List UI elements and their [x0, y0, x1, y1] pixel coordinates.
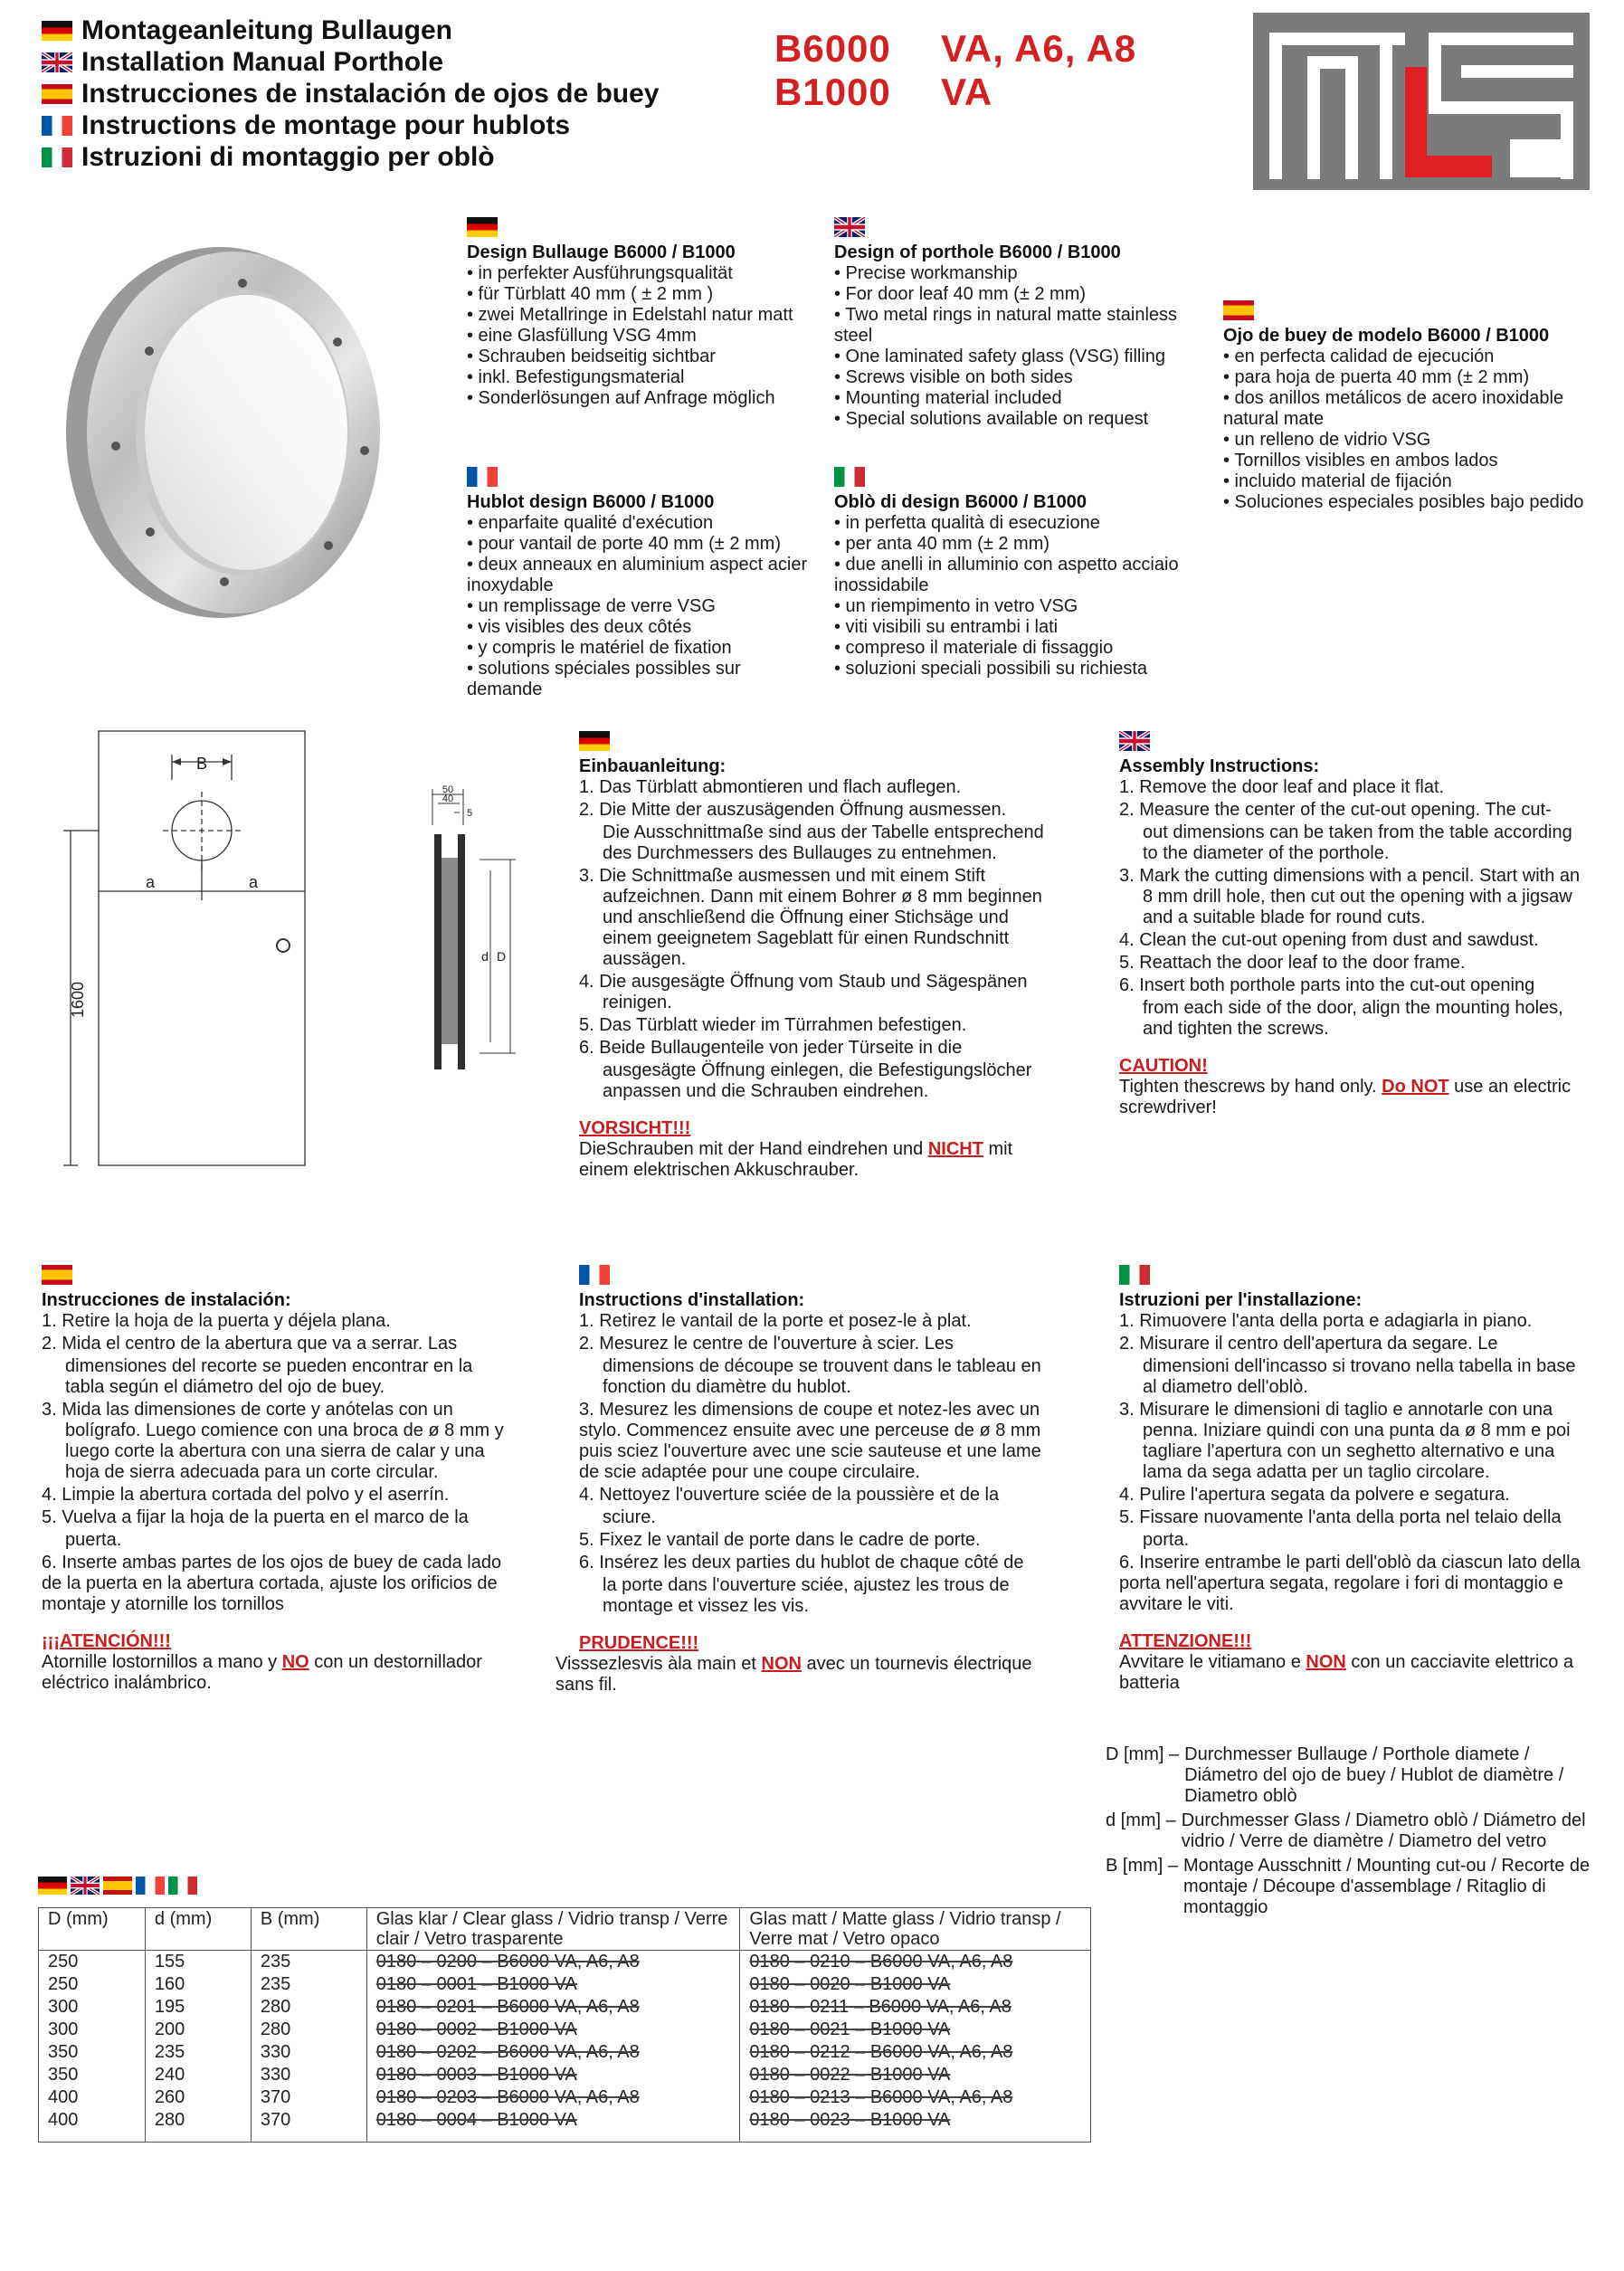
- step: dimensions de découpe se trouvent dans le tableau en fonction du diamètre du hublot.: [603, 1356, 1041, 1397]
- porthole-section-drawing: [407, 780, 543, 1069]
- table-row: [39, 2086, 1091, 2109]
- step: out dimensions can be taken from the table according to the diameter of the porthole.: [1143, 822, 1572, 863]
- step: 4. Limpie la abertura cortada del polvo y el aserrín.: [42, 1485, 450, 1505]
- french-flag-icon: [136, 1877, 165, 1895]
- title-en: Installation Manual Porthole: [42, 46, 660, 78]
- step: 4. Clean the cut-out opening from dust and sawdust.: [1119, 930, 1539, 950]
- warning-title-it: ATTENZIONE!!!: [1119, 1631, 1252, 1651]
- table-cell: 0180 – 0212 – B6000 VA, A6, A8: [740, 2041, 1091, 2064]
- design-it-item: • un riempimento in vetro VSG: [834, 596, 1078, 616]
- table-cell: 200: [145, 2019, 251, 2041]
- warning-text-en: Tighten thescrews by hand only. Do NOT use an electric screwdriver!: [1119, 1077, 1572, 1117]
- assembly-es-title: Instrucciones de instalación:: [42, 1290, 291, 1310]
- table-cell: 350: [39, 2041, 146, 2064]
- design-es-item: • dos anillos metálicos de acero inoxidable natural mate: [1223, 388, 1564, 429]
- table-cell: 250: [39, 1973, 146, 1996]
- italian-flag-icon: [168, 1877, 197, 1895]
- section-ring-right: [458, 834, 465, 1069]
- col-header-clear-glass: Glas klar / Clear glass / Vidrio transp / Verre clair / Vetro trasparente: [366, 1908, 740, 1951]
- table-cell: 0180 – 0003 – B1000 VA: [366, 2064, 740, 2086]
- step: puerta.: [65, 1530, 122, 1550]
- table-cell: 0180 – 0023 – B1000 VA: [740, 2109, 1091, 2142]
- design-es-title: Ojo de buey de modelo B6000 / B1000: [1223, 326, 1550, 346]
- design-en-item: • Mounting material included: [834, 388, 1062, 408]
- table-cell: 0180 – 0022 – B1000 VA: [740, 2064, 1091, 2086]
- warning-text-es: Atornille lostornillos a mano y NO con un destornillador eléctrico inalámbrico.: [42, 1652, 482, 1693]
- table-cell: 235: [251, 1951, 366, 1974]
- step: 2. Mesurez le centre de l'ouverture à scier. Les: [579, 1334, 954, 1354]
- table-cell: 0180 – 0202 – B6000 VA, A6, A8: [366, 2041, 740, 2064]
- spec-table: [38, 1907, 1091, 2143]
- dim-a-right-label: a: [248, 873, 259, 891]
- dim-height-label: 1600: [69, 981, 87, 1019]
- table-cell: 0180 – 0001 – B1000 VA: [366, 1973, 740, 1996]
- table-cell: 0180 – 0021 – B1000 VA: [740, 2019, 1091, 2041]
- italian-flag-icon: [834, 467, 865, 487]
- design-fr-title: Hublot design B6000 / B1000: [467, 492, 715, 512]
- table-row: [39, 1996, 1091, 2019]
- assembly-en-title: Assembly Instructions:: [1119, 756, 1320, 776]
- design-de-title: Design Bullauge B6000 / B1000: [467, 242, 736, 262]
- table-flags: [38, 1877, 197, 1895]
- design-fr: [467, 467, 811, 700]
- table-cell: 0180 – 0020 – B1000 VA: [740, 1973, 1091, 1996]
- mls-logo: [1253, 13, 1590, 190]
- design-en-item: • Screws visible on both sides: [834, 367, 1073, 387]
- design-fr-item: • vis visibles des deux côtés: [467, 617, 692, 637]
- step: 5. Vuelva a fijar la hoja de la puerta en el marco de la: [42, 1507, 469, 1527]
- design-it-item: • soluzioni speciali possibili su richiesta: [834, 659, 1148, 679]
- step: 2. Misurare il centro dell'apertura da segare. Le: [1119, 1334, 1498, 1354]
- design-es-item: • en perfecta calidad de ejecución: [1223, 347, 1495, 366]
- design-de-item: • für Türblatt 40 mm ( ± 2 mm ): [467, 284, 714, 304]
- design-fr-item: • deux anneaux en aluminium aspect acier inoxydable: [467, 555, 808, 595]
- assembly-it: [1119, 1265, 1590, 1696]
- dim-5-label: 5: [467, 808, 473, 819]
- assembly-it-title: Istruzioni per l'installazione:: [1119, 1290, 1363, 1310]
- design-fr-item: • enparfaite qualité d'exécution: [467, 513, 714, 533]
- step: 3. Mark the cutting dimensions with a pencil. Start with an 8 mm drill hole, then cut out the opening with a jigsaw and a suitable blade for round cuts.: [1119, 866, 1581, 927]
- table-cell: 280: [251, 1996, 366, 2019]
- table-cell: 0180 – 0002 – B1000 VA: [366, 2019, 740, 2041]
- header-titles: [42, 14, 660, 173]
- design-en-title: Design of porthole B6000 / B1000: [834, 242, 1121, 262]
- step: Die Ausschnittmaße sind aus der Tabelle entsprechend des Durchmessers des Bullauges zu entnehmen.: [603, 822, 1044, 863]
- table-body: [39, 1951, 1091, 2143]
- warning-text-it: Avvitare le vitiamano e NON con un cacciavite elettrico a batteria: [1119, 1652, 1574, 1693]
- dimension-legend: [1106, 1744, 1599, 1922]
- legend-row: D [mm] – Durchmesser Bullauge / Porthole diamete / Diámetro del ojo de buey / Hublot de diamètre / Diametro oblò: [1106, 1744, 1564, 1806]
- design-de: [467, 217, 829, 409]
- table-cell: 370: [251, 2086, 366, 2109]
- assembly-de-title: Einbauanleitung:: [579, 756, 727, 776]
- design-de-item: • eine Glasfüllung VSG 4mm: [467, 326, 697, 346]
- design-en-item: • Precise workmanship: [834, 263, 1018, 283]
- german-flag-icon: [38, 1877, 67, 1895]
- table-cell: 0180 – 0211 – B6000 VA, A6, A8: [740, 1996, 1091, 2019]
- legend-row: d [mm] – Durchmesser Glass / Diametro oblò / Diámetro del vidrio / Verre de diamètre / Diametro del vetro: [1106, 1810, 1586, 1851]
- uk-flag-icon: [1119, 731, 1150, 751]
- section-glass: [442, 858, 458, 1044]
- step: 3. Mida las dimensiones de corte y anótelas con un bolígrafo. Luego comience con una broca de ø 8 mm y luego corte la abertura con una sierra de calar y una hoja de sierra adecuada para un corte circular.: [42, 1400, 504, 1482]
- step: 5. Fissare nuovamente l'anta della porta nel telaio della: [1119, 1507, 1562, 1527]
- step: 1. Retirez le vantail de la porte et posez-le à plat.: [579, 1311, 972, 1331]
- design-es: [1223, 300, 1585, 513]
- dim-D-label: D: [496, 949, 507, 964]
- spanish-flag-icon: [1223, 300, 1254, 320]
- table-cell: 235: [145, 2041, 251, 2064]
- table-row: [39, 2064, 1091, 2086]
- step: 3. Misurare le dimensioni di taglio e annotarle con una penna. Iniziare quindi con una punta da ø 8 mm e poi tagliare l'apertura con un seghetto alternativo e una lama da sega adatta per un taglio circolare.: [1119, 1400, 1571, 1482]
- step: 2. Mida el centro de la abertura que va a serrar. Las: [42, 1334, 458, 1354]
- assembly-en: [1119, 731, 1590, 1120]
- step: 4. Nettoyez l'ouverture sciée de la poussière et de la: [579, 1485, 1000, 1505]
- design-en-item: • Special solutions available on request: [834, 409, 1149, 429]
- design-it-item: • in perfetta qualità di esecuzione: [834, 513, 1100, 533]
- design-fr-item: • pour vantail de porte 40 mm (± 2 mm): [467, 534, 781, 554]
- table-cell: 260: [145, 2086, 251, 2109]
- table-cell: 195: [145, 1996, 251, 2019]
- model-code-1: B6000: [774, 27, 891, 70]
- spanish-flag-icon: [42, 84, 72, 104]
- warning-title-en: CAUTION!: [1119, 1056, 1208, 1076]
- design-it-item: • compreso il materiale di fissaggio: [834, 638, 1114, 658]
- step: 5. Das Türblatt wieder im Türrahmen befestigen.: [579, 1015, 967, 1035]
- table-cell: 160: [145, 1973, 251, 1996]
- dim-b-label: B: [195, 755, 208, 773]
- model-variant-1: VA, A6, A8: [941, 27, 1137, 70]
- design-es-item: • Tornillos visibles en ambos lados: [1223, 451, 1498, 470]
- warning-title-de: VORSICHT!!!: [579, 1118, 691, 1138]
- design-fr-item: • solutions spéciales possibles sur demande: [467, 659, 741, 699]
- step: 3. Mesurez les dimensions de coupe et notez-les avec un stylo. Commencez ensuite avec une perceuse de ø 8 mm puis sciez l'ouverture avec une scie sauteuse et une lame de scie adaptée pour une coupe circulaire.: [579, 1400, 1041, 1482]
- warning-text-de: DieSchrauben mit der Hand eindrehen und NICHT mit einem elektrischen Akkuschrauber.: [579, 1139, 1013, 1180]
- french-flag-icon: [579, 1265, 610, 1285]
- table-cell: 0180 – 0201 – B6000 VA, A6, A8: [366, 1996, 740, 2019]
- table-cell: 350: [39, 2064, 146, 2086]
- table-header-row: [39, 1908, 1091, 1951]
- design-de-item: • in perfekter Ausführungsqualität: [467, 263, 733, 283]
- assembly-es: [42, 1265, 512, 1696]
- spanish-flag-icon: [42, 1265, 72, 1285]
- design-es-item: • Soluciones especiales posibles bajo pedido: [1223, 492, 1584, 512]
- uk-flag-icon: [71, 1877, 100, 1895]
- title-de: Montageanleitung Bullaugen: [42, 14, 660, 46]
- title-fr: Instructions de montage pour hublots: [42, 109, 660, 141]
- table-row: [39, 1973, 1091, 1996]
- step: 1. Das Türblatt abmontieren und flach auflegen.: [579, 777, 962, 797]
- step: dimensioni dell'incasso si trovano nella tabella in base al diametro dell'oblò.: [1143, 1356, 1576, 1397]
- porthole-image: [62, 242, 405, 622]
- step: 5. Fixez le vantail de porte dans le cadre de porte.: [579, 1530, 981, 1550]
- design-it-item: • per anta 40 mm (± 2 mm): [834, 534, 1050, 554]
- design-fr-item: • y compris le matériel de fixation: [467, 638, 732, 658]
- table-cell: 300: [39, 2019, 146, 2041]
- table-cell: 240: [145, 2064, 251, 2086]
- design-en-item: • Two metal rings in natural matte stainless steel: [834, 305, 1178, 346]
- french-flag-icon: [467, 467, 498, 487]
- spanish-flag-icon: [103, 1877, 132, 1895]
- step: ausgesägte Öffnung einlegen, die Befestigungslöcher anpassen und die Schrauben eindrehen.: [603, 1060, 1032, 1101]
- step: 6. Insérez les deux parties du hublot de chaque côté de: [579, 1553, 1024, 1573]
- model-variant-2: VA: [941, 71, 993, 113]
- table-cell: 0180 – 0210 – B6000 VA, A6, A8: [740, 1951, 1091, 1974]
- german-flag-icon: [42, 21, 72, 41]
- italian-flag-icon: [42, 147, 72, 167]
- title-it: Istruzioni di montaggio per oblò: [42, 141, 660, 173]
- door-cutout-drawing: [54, 724, 326, 1176]
- step: from each side of the door, align the mounting holes, and tighten the screws.: [1143, 998, 1563, 1039]
- step: 6. Inserte ambas partes de los ojos de buey de cada lado de la puerta en la abertura cortada, ajuste los orificios de montaje y atornille los tornillos: [42, 1553, 502, 1614]
- table-cell: 400: [39, 2109, 146, 2142]
- warning-text-fr: Visssezlesvis àla main et NON avec un tournevis électrique sans fil.: [556, 1654, 1032, 1695]
- col-header-d: d (mm): [145, 1908, 251, 1951]
- dim-d-label: d: [481, 949, 489, 964]
- design-de-item: • inkl. Befestigungsmaterial: [467, 367, 685, 387]
- assembly-fr: [556, 1265, 1049, 1697]
- assembly-de: [579, 731, 1049, 1183]
- table-row: [39, 1951, 1091, 1974]
- design-de-item: • Sonderlösungen auf Anfrage möglich: [467, 388, 775, 408]
- uk-flag-icon: [42, 52, 72, 72]
- table-cell: 155: [145, 1951, 251, 1974]
- dim-50-label: 50: [442, 784, 454, 795]
- design-es-item: • para hoja de puerta 40 mm (± 2 mm): [1223, 367, 1530, 387]
- table-cell: 400: [39, 2086, 146, 2109]
- design-it-item: • due anelli in alluminio con aspetto acciaio inossidabile: [834, 555, 1179, 595]
- step: 6. Beide Bullaugenteile von jeder Türseite in die: [579, 1038, 963, 1058]
- step: sciure.: [603, 1507, 656, 1527]
- table-cell: 250: [39, 1951, 146, 1974]
- step: 2. Die Mitte der auszusägenden Öffnung ausmessen.: [579, 800, 1007, 820]
- design-it-item: • viti visibili su entrambi i lati: [834, 617, 1059, 637]
- step: 1. Retire la hoja de la puerta y déjela plana.: [42, 1311, 391, 1331]
- title-es: Instrucciones de instalación de ojos de buey: [42, 78, 660, 109]
- table-cell: 0180 – 0213 – B6000 VA, A6, A8: [740, 2086, 1091, 2109]
- step: 6. Inserire entrambe le parti dell'oblò da ciascun lato della porta nell'apertura segata, regolare i fori di montaggio e avvitare le viti.: [1119, 1553, 1581, 1614]
- table-cell: 0180 – 0004 – B1000 VA: [366, 2109, 740, 2142]
- design-de-item: • Schrauben beidseitig sichtbar: [467, 347, 716, 366]
- uk-flag-icon: [834, 217, 865, 237]
- table-cell: 280: [145, 2109, 251, 2142]
- step: 4. Pulire l'apertura segata da polvere e segatura.: [1119, 1485, 1510, 1505]
- assembly-fr-title: Instructions d'installation:: [579, 1290, 805, 1310]
- step: porta.: [1143, 1530, 1190, 1550]
- col-header-matte-glass: Glas matt / Matte glass / Vidrio transp / Verre mat / Vetro opaco: [740, 1908, 1091, 1951]
- table-cell: 300: [39, 1996, 146, 2019]
- table-row: [39, 2109, 1091, 2142]
- model-code-2: B1000: [774, 71, 891, 113]
- table-cell: 330: [251, 2041, 366, 2064]
- design-en-item: • One laminated safety glass (VSG) filling: [834, 347, 1166, 366]
- step: 3. Die Schnittmaße ausmessen und mit einem Stift aufzeichnen. Dann mit einem Bohrer ø 8 mm beginnen und anschließend die Öffnung einer Stichsäge und einem geeignetem Sageblatt für einen Rundschnitt aussägen.: [579, 866, 1042, 969]
- table-cell: 235: [251, 1973, 366, 1996]
- german-flag-icon: [579, 731, 610, 751]
- step: 1. Remove the door leaf and place it flat.: [1119, 777, 1445, 797]
- col-header-B: B (mm): [251, 1908, 366, 1951]
- step: 5. Reattach the door leaf to the door frame.: [1119, 953, 1466, 973]
- italian-flag-icon: [1119, 1265, 1150, 1285]
- design-es-item: • un relleno de vidrio VSG: [1223, 430, 1431, 450]
- warning-title-es: ¡¡¡ATENCIÓN!!!: [42, 1631, 171, 1651]
- table-row: [39, 2019, 1091, 2041]
- step: 6. Insert both porthole parts into the cut-out opening: [1119, 975, 1535, 995]
- table-cell: 330: [251, 2064, 366, 2086]
- table-cell: 0180 – 0203 – B6000 VA, A6, A8: [366, 2086, 740, 2109]
- design-en: [834, 217, 1196, 430]
- step: dimensiones del recorte se pueden encontrar en la tabla según el diámetro del ojo de buey.: [65, 1356, 473, 1397]
- design-it-title: Oblò di design B6000 / B1000: [834, 492, 1087, 512]
- step: 4. Die ausgesägte Öffnung vom Staub und Sägespänen reinigen.: [579, 972, 1028, 1012]
- design-de-item: • zwei Metallringe in Edelstahl natur matt: [467, 305, 793, 325]
- table-cell: 280: [251, 2019, 366, 2041]
- table-row: [39, 2041, 1091, 2064]
- design-es-item: • incluido material de fijación: [1223, 471, 1452, 491]
- design-fr-item: • un remplissage de verre VSG: [467, 596, 716, 616]
- arrow-icon: [172, 758, 181, 765]
- warning-title-fr: PRUDENCE!!!: [579, 1633, 699, 1653]
- dim-40-label: 40: [442, 793, 454, 804]
- table-cell: 0180 – 0200 – B6000 VA, A6, A8: [366, 1951, 740, 1974]
- design-it: [834, 467, 1196, 679]
- col-header-D: D (mm): [39, 1908, 146, 1951]
- french-flag-icon: [42, 116, 72, 136]
- step: 1. Rimuovere l'anta della porta e adagiarla in piano.: [1119, 1311, 1533, 1331]
- step: 2. Measure the center of the cut-out opening. The cut-: [1119, 800, 1552, 820]
- legend-row: B [mm] – Montage Ausschnitt / Mounting cut-ou / Recorte de montaje / Découpe d'assemblage / Ritaglio di montaggio: [1106, 1856, 1591, 1917]
- table-cell: 370: [251, 2109, 366, 2142]
- section-ring-left: [434, 834, 442, 1069]
- arrow-icon: [223, 758, 232, 765]
- dim-a-left-label: a: [145, 873, 156, 891]
- step: la porte dans l'ouverture sciée, ajustez les trous de montage et vissez les vis.: [603, 1575, 1010, 1616]
- design-en-item: • For door leaf 40 mm (± 2 mm): [834, 284, 1087, 304]
- german-flag-icon: [467, 217, 498, 237]
